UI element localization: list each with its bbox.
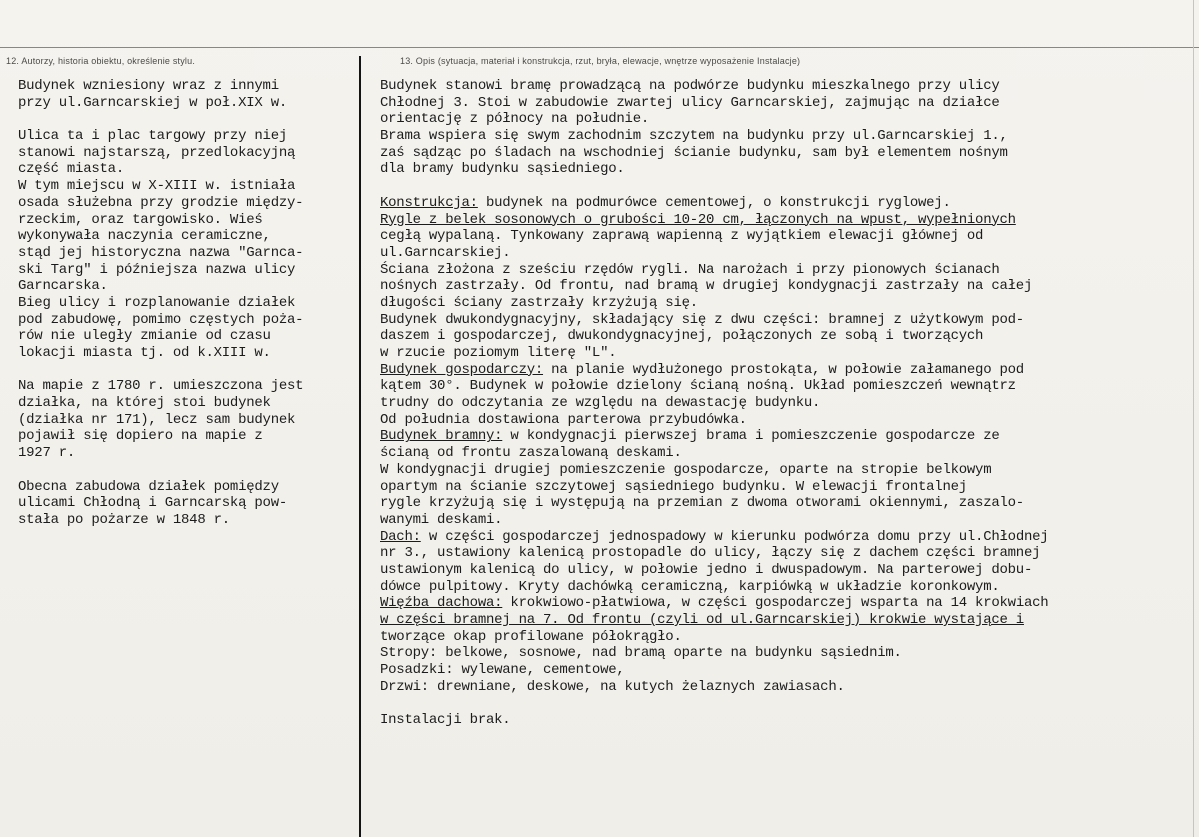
- description-line-35: Posadzki: wylewane, cementowe,: [380, 662, 625, 679]
- history-line-1: przy ul.Garncarskiej w poł.XIX w.: [18, 94, 287, 111]
- description-line-34: Stropy: belkowe, sosnowe, nad bramą oparte na budynku sąsiednim.: [380, 645, 902, 662]
- description-line-22: ścianą od frontu zaszalowaną deskami.: [380, 445, 682, 462]
- section-12-header: 12. Autorzy, historia obiektu, określenie stylu.: [6, 56, 196, 66]
- description-line-9: cegłą wypalaną. Tynkowany zaprawą wapienną z wyjątkiem elewacji głównej od: [380, 228, 984, 245]
- description-column: [380, 78, 1192, 729]
- description-line-2: orientację z północy na południe.: [380, 111, 649, 128]
- history-line-11: ski Targ" i późniejsza nazwa ulicy: [18, 261, 296, 278]
- description-line-20: Od południa dostawiona parterowa przybudówka.: [380, 411, 747, 428]
- description-line-11: Ściana złożona z sześciu rzędów rygli. Na narożach i przy pionowych ścianach: [380, 261, 1000, 278]
- history-line-8: rzeckim, oraz targowisko. Wieś: [18, 211, 263, 228]
- description-line-38: Instalacji brak.: [380, 712, 511, 729]
- description-line-13: długości ściany zastrzały krzyżują się.: [380, 294, 698, 311]
- description-line-36: Drzwi: drewniane, deskowe, na kutych żelaznych zawiasach.: [380, 678, 845, 695]
- description-line-0: Budynek stanowi bramę prowadzącą na podwórze budynku mieszkalnego przy ulicy: [380, 78, 1000, 94]
- description-line-24: opartym na ścianie szczytowej sąsiedniego budynku. W elewacji frontalnej: [380, 478, 967, 495]
- description-line-8: Rygle z belek sosonowych o grubości 10-20 cm, łączonych na wpust, wypełnionych: [380, 211, 1016, 228]
- description-line-27: Dach: w części gospodarczej jednospadowy w kierunku podwórza domu przy ul.Chłodnej: [380, 528, 1049, 545]
- description-line-18: kątem 30°. Budynek w połowie dzielony ścianą nośną. Układ pomieszczeń wewnątrz: [380, 378, 1016, 395]
- description-line-23: W kondygnacji drugiej pomieszczenie gospodarcze, oparte na stropie belkowym: [380, 461, 992, 478]
- description-line-14: Budynek dwukondygnacyjny, składający się z dwu części: bramnej z użytkowym pod-: [380, 311, 1024, 328]
- description-line-37: [380, 695, 1192, 712]
- history-line-6: W tym miejscu w X-XIII w. istniała: [18, 178, 296, 195]
- history-line-23: [18, 462, 358, 479]
- description-line-16: w rzucie poziomym literę "L".: [380, 345, 617, 361]
- description-line-32: w części bramnej na 7. Od frontu (czyli od ul.Garncarskiej) krokwie wystające i: [380, 612, 1024, 628]
- history-line-9: wykonywała naczynia ceramiczne,: [18, 228, 271, 245]
- history-line-25: ulicami Chłodną i Garncarską pow-: [18, 495, 287, 512]
- description-line-28: nr 3., ustawiony kalenicą prostopadle do ulicy, łączy się z dachem części bramnej: [380, 545, 1041, 562]
- history-line-10: stąd jej historyczna nazwa "Garnca-: [18, 244, 304, 261]
- history-line-26: stała po pożarze w 1848 r.: [18, 511, 230, 528]
- history-line-2: [18, 111, 358, 128]
- history-line-19: działka, na której stoi budynek: [18, 395, 271, 412]
- description-line-12: nośnych zastrzały. Od frontu, nad bramą w drugiej kondygnacji zastrzały na całej: [380, 278, 1033, 295]
- description-line-5: dla bramy budynku sąsiedniego.: [380, 161, 625, 178]
- history-line-12: Garncarska.: [18, 278, 108, 295]
- history-line-3: Ulica ta i plac targowy przy niej: [18, 128, 287, 145]
- history-column: [18, 78, 358, 529]
- history-line-13: Bieg ulicy i rozplanowanie działek: [18, 294, 296, 311]
- column-divider: [359, 56, 361, 837]
- description-line-17: Budynek gospodarczy: na planie wydłużonego prostokąta, w połowie załamanego pod: [380, 361, 1024, 378]
- description-line-4: zaś sądząc po śladach na wschodniej ścianie budynku, sam był elementem nośnym: [380, 144, 1008, 161]
- description-line-26: wanymi deskami.: [380, 511, 503, 528]
- history-line-16: lokacji miasta tj. od k.XIII w.: [18, 345, 271, 361]
- description-line-19: trudny do odczytania ze względu na dewastację budynku.: [380, 395, 821, 412]
- history-line-21: pojawił się dopiero na mapie z: [18, 428, 263, 445]
- history-line-4: stanowi najstarszą, przedlokacyjną: [18, 144, 296, 161]
- history-line-18: Na mapie z 1780 r. umieszczona jest: [18, 378, 304, 395]
- description-line-7: Konstrukcja: budynek na podmurówce cementowej, o konstrukcji ryglowej.: [380, 194, 951, 211]
- section-13-header: 13. Opis (sytuacja, materiał i konstrukcja, rzut, bryła, elewacje, wnętrze wyposażenie Instalacje): [400, 56, 801, 66]
- description-line-6: [380, 178, 1192, 195]
- description-line-10: ul.Garncarskiej.: [380, 244, 511, 261]
- description-line-21: Budynek bramny: w kondygnacji pierwszej brama i pomieszczenie gospodarcze ze: [380, 428, 1000, 445]
- history-line-24: Obecna zabudowa działek pomiędzy: [18, 478, 279, 495]
- description-line-31: Więźba dachowa: krokwiowo-płatwiowa, w części gospodarczej wsparta na 14 krokwiach: [380, 595, 1049, 612]
- history-line-5: część miasta.: [18, 161, 124, 178]
- page-edge: [1193, 0, 1194, 837]
- description-line-15: daszem i gospodarczej, dwukondygnacyjnej, połączonych ze sobą i tworzących: [380, 328, 984, 345]
- description-line-30: dówce pulpitowy. Kryty dachówką ceramiczną, karpiówką w układzie koronkowym.: [380, 578, 1000, 595]
- description-line-1: Chłodnej 3. Stoi w zabudowie zwartej ulicy Garncarskiej, zajmując na działce: [380, 94, 1000, 111]
- top-rule: [0, 47, 1199, 48]
- history-line-17: [18, 362, 358, 379]
- history-line-14: pod zabudowę, pomimo częstych poża-: [18, 311, 304, 328]
- history-line-20: (działka nr 171), lecz sam budynek: [18, 411, 296, 428]
- description-line-25: rygle krzyżują się i występują na przemian z dwoma otworami okiennymi, zaszalo-: [380, 495, 1024, 512]
- description-line-33: tworzące okap profilowane półokrągło.: [380, 628, 682, 645]
- history-line-7: osada służebna przy grodzie między-: [18, 194, 304, 211]
- description-line-29: ustawionym kalenicą do ulicy, w połowie jedno i dwuspadowym. Na parterowej dobu-: [380, 561, 1033, 578]
- history-line-15: rów nie uległy zmianie od czasu: [18, 328, 271, 345]
- history-line-0: Budynek wzniesiony wraz z innymi: [18, 78, 279, 94]
- description-line-3: Brama wspiera się swym zachodnim szczytem na budynku przy ul.Garncarskiej 1.,: [380, 128, 1008, 145]
- history-line-22: 1927 r.: [18, 445, 76, 462]
